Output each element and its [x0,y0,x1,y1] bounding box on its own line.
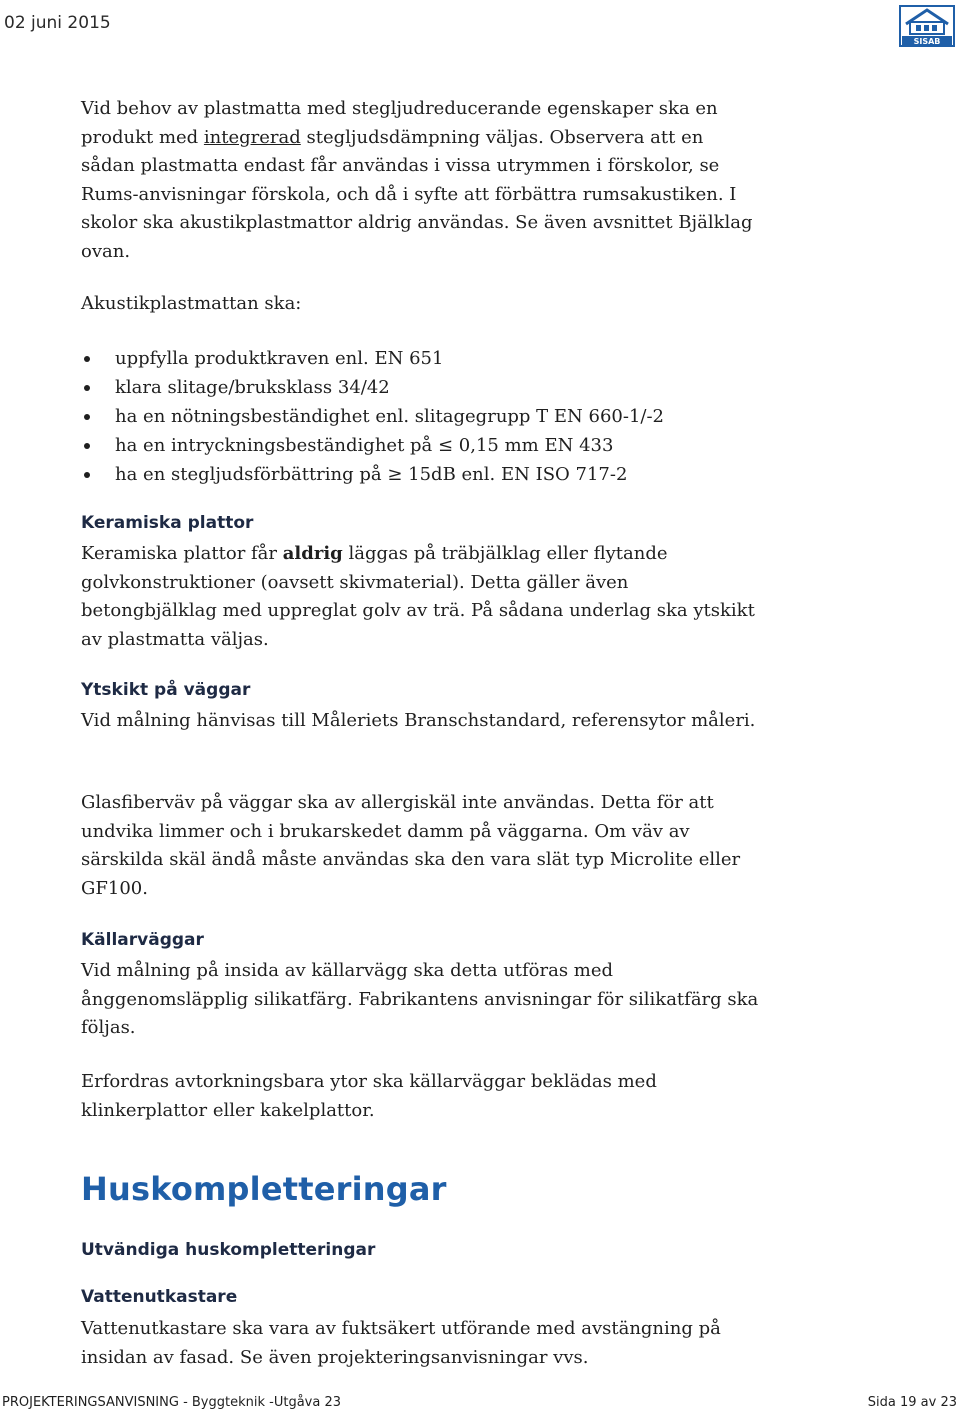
header-date: 02 juni 2015 [4,13,111,33]
section-title: Huskompletteringar [81,1170,447,1208]
keramiska-text-2: läggas på träbjälklag eller flytande golvkonstruktioner (oavsett skivmaterial). Detta gäller även betongbjälklag med uppreglat golv av trä. På sådana underlag ska ytskikt av plastmatta väljas. [81,543,755,650]
heading-ytskikt: Ytskikt på väggar [81,680,251,700]
intro-text-2: stegljudsdämpning väljas. Observera att en sådan plastmatta endast får användas i vissa utrymmen i förskolor, se Rums-anvisningar förskola, och då i syfte att förbättra rumsakustiken. I skolor ska akustikplastmattor aldrig användas. Se även avsnittet Bjälklag ovan. [81,126,753,262]
footer-page-number: Sida 19 av 23 [867,1395,957,1410]
vatten-paragraph: Vattenutkastare ska vara av fuktsäkert utförande med avstängning på insidan av fasad. Se även projekteringsanvisningar vvs. [81,1318,721,1368]
list-intro: Akustikplastmattan ska: [81,293,302,314]
intro-paragraph [81,95,761,267]
logo-text: SISAB [913,37,941,46]
heading-keramiska: Keramiska plattor [81,513,254,533]
list-item: uppfylla produktkraven enl. EN 651 [81,344,761,373]
sisab-logo [898,4,956,48]
intro-underlined-word: integrerad [203,126,301,148]
heading-utvandiga: Utvändiga huskompletteringar [81,1240,376,1260]
heading-vattenutkastare: Vattenutkastare [81,1287,238,1307]
keramiska-paragraph [81,540,761,654]
footer-document-title: PROJEKTERINGSANVISNING - Byggteknik -Utgåva 23 [2,1395,341,1410]
list-item: ha en nötningsbeständighet enl. slitagegrupp T EN 660-1/-2 [81,402,761,431]
keramiska-bold-word: aldrig [282,543,343,564]
requirements-list [81,344,761,489]
list-item: ha en stegljudsförbättring på ≥ 15dB enl. EN ISO 717-2 [81,460,761,489]
heading-kallarvaggar: Källarväggar [81,930,204,950]
ytskikt-paragraph-2: Glasfiberväv på väggar ska av allergiskäl inte användas. Detta för att undvika limmer och i brukarskedet damm på väggarna. Om väv av särskilda skäl ändå måste användas ska den vara slät typ Microlite eller GF100. [81,792,741,899]
ytskikt-paragraph-1: Vid målning hänvisas till Måleriets Branschstandard, referensytor måleri. [81,710,756,731]
list-item: ha en intryckningsbeständighet på ≤ 0,15 mm EN 433 [81,431,761,460]
kallar-paragraph-2: Erfordras avtorkningsbara ytor ska källarväggar beklädas med klinkerplattor eller kakelplattor. [81,1071,657,1121]
list-item: klara slitage/bruksklass 34/42 [81,373,761,402]
keramiska-text-1: Keramiska plattor får [81,543,283,564]
intro-text-1: Vid behov av plastmatta med stegljudreducerande egenskaper ska en produkt med [81,98,718,148]
kallar-paragraph-1: Vid målning på insida av källarvägg ska detta utföras med ånggenomsläpplig silikatfärg. Fabrikantens anvisningar för silikatfärg ska följas. [81,960,759,1039]
